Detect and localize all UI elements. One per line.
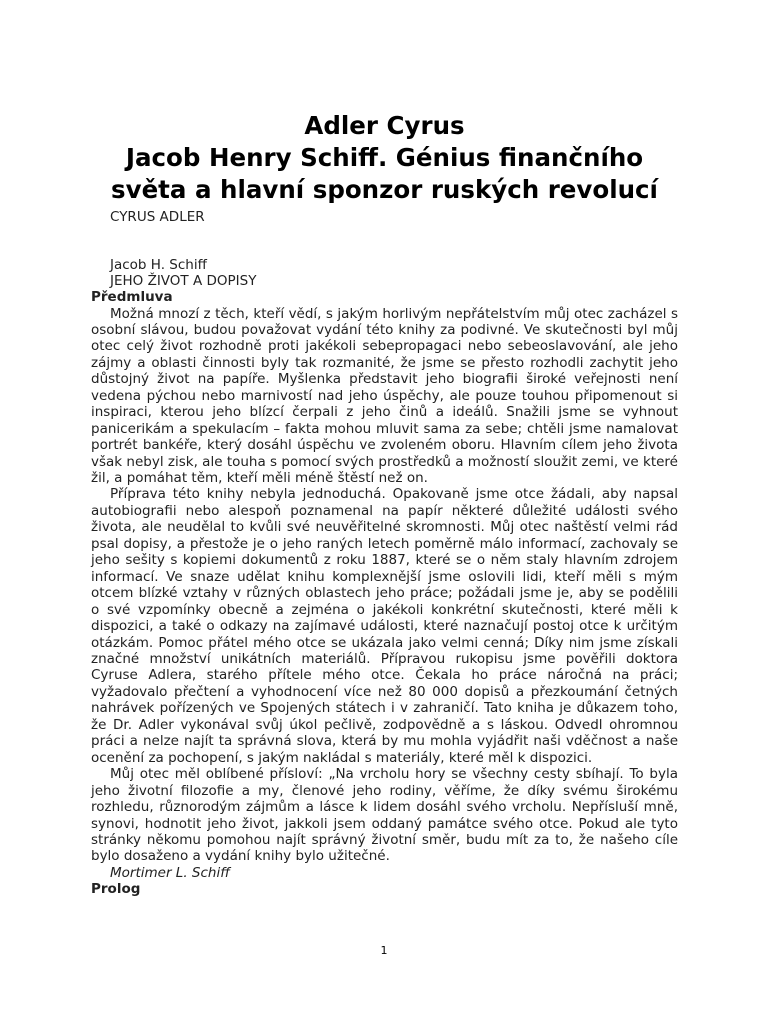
book-title: Jacob H. Schiff — [110, 257, 207, 273]
paragraph: Můj otec měl oblíbené přísloví: „Na vrcholu hory se všechny cesty sbíhají. To byla jeho životní filozofie a my, členové jeho rodiny, věříme, že díky svému širokému rozhledu, různorodým zájmům a lásce k lidem dosáhl svého vrcholu. Nepřísluší mně, synovi, hodnotit jeho život, jakkoli jsem oddaný památce svého otce. Pokud ale tyto stránky někomu pomohou najít správný životní směr, budu mít za to, že našeho cíle bylo dosaženo a vydání knihy bylo užitečné. — [91, 766, 678, 865]
page-number: 1 — [380, 944, 388, 957]
title-line-1: Jacob Henry Schiff. Génius finančního — [125, 143, 644, 172]
book-subtitle: JEHO ŽIVOT A DOPISY — [110, 273, 257, 289]
signature: Mortimer L. Schiff — [110, 864, 230, 881]
title-line-author: Adler Cyrus — [304, 111, 465, 140]
section-heading-predmluva: Předmluva — [91, 289, 173, 305]
author-name: CYRUS ADLER — [110, 209, 205, 225]
section-heading-prolog: Prolog — [91, 881, 141, 898]
paragraph: Příprava této knihy nebyla jednoduchá. Opakovaně jsme otce žádali, aby napsal autobiografii nebo alespoň poznamenal na papír některé důležité události svého života, ale neudělal to kvůli své neuvěřitelné skromnosti. Můj otec naštěstí velmi rád psal dopisy, a přestože je o jeho raných letech poměrně málo informací, zachovaly se jeho sešity s kopiemi dokumentů z roku 1887, které se o něm staly hlavním zdrojem informací. Ve snaze udělat knihu komplexnější jsme oslovili lidi, kteří měli s mým otcem blízké vztahy v různých oblastech jeho práce; požádali jsme je, aby se podělili o své vzpomínky obecně a zejména o jakékoli konkrétní skutečnosti, které měli k dispozici, a také o odkazy na zajímavé události, které naznačují postoj otce k určitým otázkám. Pomoc přátel mého otce se ukázala jako velmi cenná; Díky nim jsme získali značné množství unikátních materiálů. Přípravou rukopisu jsme pověřili doktora Cyruse Adlera, starého přítele mého otce. Čekala ho práce náročná na práci; vyžadovalo přečtení a vyhodnocení více než 80 000 dopisů a přezkoumání četných nahrávek pořízených ve Spojených státech i v zahraničí. Tato kniha je důkazem toho, že Dr. Adler vykonával svůj úkol pečlivě, zodpovědně a s láskou. Odvedl ohromnou práci a nelze najít ta správná slova, která by mu mohla vyjádřit naši vděčnost a naše ocenění za pochopení, s jakým nakládal s materiály, které měl k dispozici. — [91, 486, 678, 766]
title-line-2: světa a hlavní sponzor ruských revolucí — [111, 175, 658, 204]
document-title — [91, 110, 678, 206]
paragraph: Možná mnozí z těch, kteří vědí, s jakým horlivým nepřátelstvím můj otec zacházel s osobní slávou, budou považovat vydání této knihy za podivné. Ve skutečnosti byl můj otec celý život rozhodně proti jakékoli sebepropagaci nebo sebeoslavování, ale jeho zájmy a oblasti činnosti byly tak rozmanité, že jsme se přesto rozhodli zachytit jeho důstojný život na papíře. Myšlenka představit jeho biografii široké veřejnosti není vedena pýchou nebo marnivostí nad jeho úspěchy, ale pouze touhou připomenout si inspiraci, kterou jeho blízcí čerpali z jeho činů a ideálů. Snažili jsme se vyhnout panicerikám a spekulacím – fakta mohou mluvit sama za sebe; chtěli jsme namalovat portrét bankéře, který dosáhl úspěchu ve zvoleném oboru. Hlavním cílem jeho života však nebyl zisk, ale touha s pomocí svých prostředků a možností sloužit zemi, ve které žil, a pomáhat těm, kteří měli méně štěstí než on. — [91, 305, 678, 487]
